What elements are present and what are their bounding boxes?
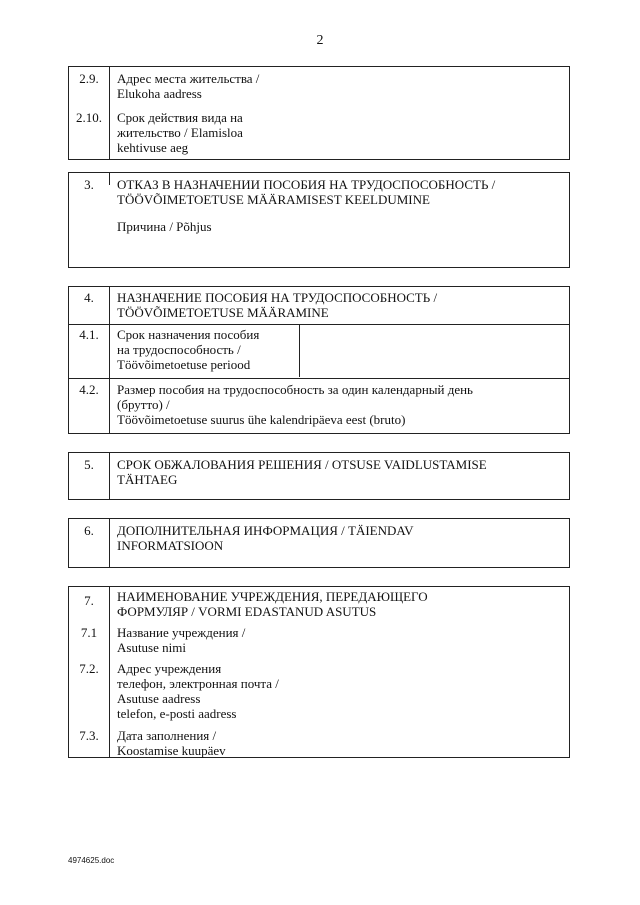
section-5-box xyxy=(68,452,570,500)
row-number: 7.1 xyxy=(80,625,98,640)
section-title: НАИМЕНОВАНИЕ УЧРЕЖДЕНИЯ, ПЕРЕДАЮЩЕГО ФОРМУЛЯР / VORMI EDASTANUD ASUTUS xyxy=(117,589,428,619)
row-number: 7.2. xyxy=(79,661,99,676)
section-title: НАЗНАЧЕНИЕ ПОСОБИЯ НА ТРУДОСПОСОБНОСТЬ / TÖÖVÕIMETOETUSE MÄÄRAMINE xyxy=(117,290,438,320)
row-number: 4.2. xyxy=(79,382,99,397)
section-number: 3. xyxy=(84,177,94,192)
column-divider xyxy=(109,519,110,567)
row-number: 4.1. xyxy=(79,327,99,342)
section-number: 4. xyxy=(84,290,94,305)
row-label: Размер пособия на трудоспособность за один календарный день (брутто) / Töövõimetoetuse suurus ühe kalendripäeva eest (bruto) xyxy=(117,382,473,427)
document-filename: 4974625.doc xyxy=(68,856,115,865)
column-divider xyxy=(109,173,110,185)
section-6-box xyxy=(68,518,570,568)
row-label: Адрес учреждения телефон, электронная почта / Asutuse aadress telefon, e-posti aadress xyxy=(117,661,279,721)
row-label: Срок назначения пособия на трудоспособность / Töövõimetoetuse periood xyxy=(117,327,260,372)
section-4-box xyxy=(68,286,570,434)
section-3-box xyxy=(68,172,570,268)
row-label: Срок действия вида на жительство / Elamisloa kehtivuse aeg xyxy=(117,110,243,155)
column-divider xyxy=(109,287,110,433)
row-divider xyxy=(69,324,569,325)
row-label: Название учреждения / Asutuse nimi xyxy=(117,625,246,655)
section-number: 6. xyxy=(84,523,94,538)
column-divider xyxy=(109,453,110,499)
row-label: Адрес места жительства / Elukoha aadress xyxy=(117,71,260,101)
row-label: Дата заполнения / Koostamise kuupäev xyxy=(117,728,226,758)
section-7-box xyxy=(68,586,570,758)
section-title: ДОПОЛНИТЕЛЬНАЯ ИНФОРМАЦИЯ / TÄIENDAV INFORMATSIOON xyxy=(117,523,414,553)
section-number: 5. xyxy=(84,457,94,472)
column-divider xyxy=(109,67,110,159)
column-divider xyxy=(109,587,110,757)
section-2-box xyxy=(68,66,570,160)
section-title: ОТКАЗ В НАЗНАЧЕНИИ ПОСОБИЯ НА ТРУДОСПОСОБНОСТЬ / TÖÖVÕIMETOETUSE MÄÄRAMISEST KEELDUMINE xyxy=(117,177,496,207)
row-number: 7.3. xyxy=(79,728,99,743)
section-title: СРОК ОБЖАЛОВАНИЯ РЕШЕНИЯ / OTSUSE VAIDLUSTAMISE TÄHTAEG xyxy=(117,457,487,487)
row-number: 2.10. xyxy=(76,110,102,125)
row-divider xyxy=(69,378,569,379)
reason-label: Причина / Põhjus xyxy=(117,219,212,234)
page-number: 2 xyxy=(316,33,324,48)
section-number: 7. xyxy=(84,593,94,608)
row-number: 2.9. xyxy=(79,71,99,86)
